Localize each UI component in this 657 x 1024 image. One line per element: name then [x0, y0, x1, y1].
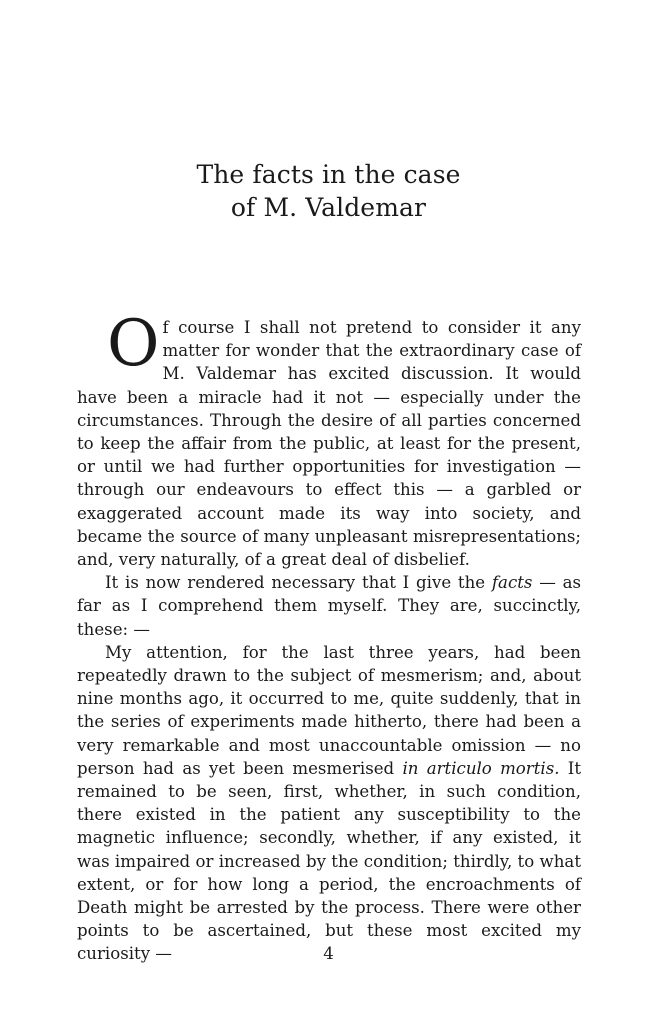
chapter-title [0, 158, 657, 224]
paragraph-2-emphasis: facts [491, 573, 533, 593]
paragraph-2-text-before: It is now rendered necessary that I give the [105, 573, 492, 593]
paragraph-1 [77, 307, 581, 571]
chapter-title-line-1: The facts in the case [196, 160, 461, 189]
paragraph-3 [77, 641, 581, 966]
drop-cap: O [107, 307, 160, 381]
page-number: 4 [323, 944, 334, 963]
paragraph-2-text-after: — as far as I comprehend them myself. They are, succinctly, these: — [77, 573, 581, 639]
paragraph-1-text: f course I shall not pretend to consider it any matter for wonder that the extraordinary case of M. Valdemar has excited discussion. It would have been a miracle had it not — especially under the circumstances. Through the desire of all parties concerned to keep the affair from the public, at least for the present, or until we had further opportunities for investigation — through our endeavours to effect this — a garbled or exaggerated account made its way into society, and became the source of many unpleasant misrepresentations; and, very naturally, of a great deal of disbelief. [77, 318, 581, 570]
paragraph-3-text-before: My attention, for the last three years, had been repeatedly drawn to the subject of mesmerism; and, about nine months ago, it occurred to me, quite suddenly, that in the series of experiments made hitherto, there had been a very remarkable and most unaccountable omission — no person had as yet been mesmerised [77, 642, 581, 778]
chapter-title-line-2: of M. Valdemar [230, 193, 427, 222]
chapter-body [77, 307, 581, 966]
paragraph-3-text-after: It remained to be seen, first, whether, in such condition, there existed in the patient any susceptibility to the magnetic influence; secondly, whether, if any existed, it was impaired or increased by the condition; thirdly, to what extent, or for how long a period, the encroachments of Death might be arrested by the process. There were other points to be ascertained, but these most excited my curiosity — [77, 758, 581, 964]
paragraph-3-emphasis: in articulo mortis. [402, 758, 560, 778]
paragraph-2 [77, 571, 581, 641]
